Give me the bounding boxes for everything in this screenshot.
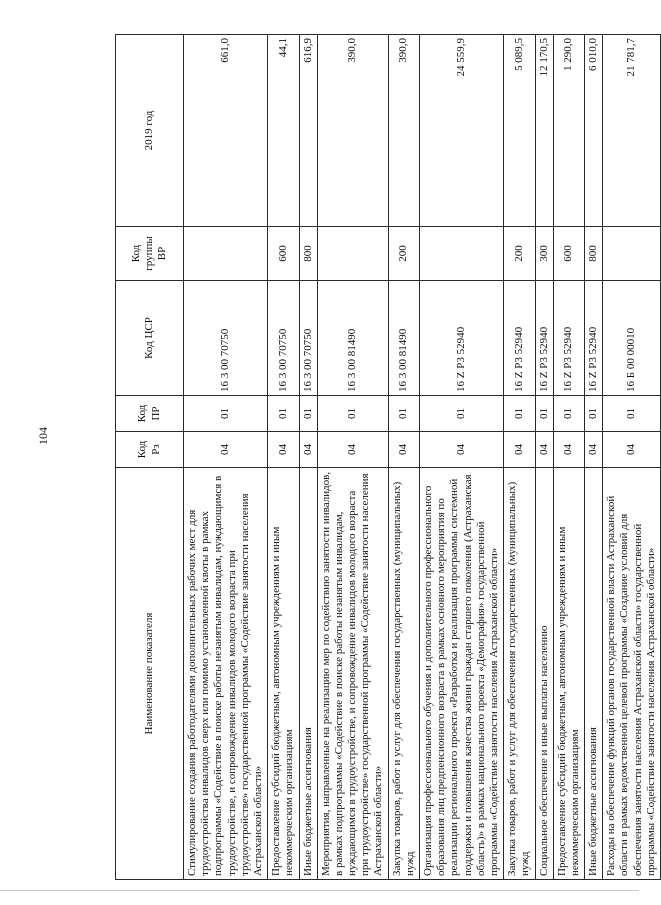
row-name: Стимулирование создания работодателями дополнительных рабочих мест для трудоустройства инвалидов сверх или помимо установленной квоты в рамках подпрограммы «Содействие в поиске работы незанятым инвалидам, нуждающимся в трудоустройстве, и сопровождение инвалидов молодого возраста при трудоустройстве» государственной программы «Содействие занятости населения Астраханской области»	[184, 468, 268, 880]
row-vr: 800	[585, 227, 603, 281]
row-name: Предоставление субсидий бюджетным, автономным учреждениям и иным некоммерческим организациям	[553, 468, 584, 880]
row-pr: 01	[553, 396, 584, 432]
row-name: Социальное обеспечение и иные выплаты населению	[535, 468, 553, 880]
row-vr	[317, 227, 388, 281]
row-amount: 6 010,0	[585, 35, 603, 227]
table-row	[184, 35, 268, 880]
row-csr: 16 Z P3 52940	[535, 281, 553, 396]
row-pr: 01	[268, 396, 299, 432]
row-vr: 600	[268, 227, 299, 281]
row-pr: 01	[317, 396, 388, 432]
row-rz: 04	[585, 432, 603, 468]
row-vr: 800	[299, 227, 317, 281]
row-pr: 01	[420, 396, 504, 432]
header-rz: Код Рз	[116, 432, 184, 468]
row-pr: 01	[603, 396, 661, 432]
row-pr: 01	[299, 396, 317, 432]
table-row	[553, 35, 584, 880]
table-header-row	[116, 35, 184, 880]
row-rz: 04	[268, 432, 299, 468]
row-name: Мероприятия, направленные на реализацию мер по содействию занятости инвалидов, в рамках подпрограммы «Содействие в поиске работы незанятым инвалидам, нуждающимся в трудоустройстве, и сопровождение инвалидов молодого возраста при трудоустройстве» государственной программы «Содействие занятости населения Астраханской области»	[317, 468, 388, 880]
row-rz: 04	[388, 432, 419, 468]
row-name: Закупка товаров, работ и услуг для обеспечения государственных (муниципальных) нужд	[388, 468, 419, 880]
row-csr: 16 3 00 81490	[317, 281, 388, 396]
header-vr: Код группы ВР	[116, 227, 184, 281]
table-row	[317, 35, 388, 880]
header-year: 2019 год	[116, 35, 184, 227]
table-row	[585, 35, 603, 880]
row-name: Закупка товаров, работ и услуг для обеспечения государственных (муниципальных) нужд	[504, 468, 535, 880]
row-amount: 390,0	[317, 35, 388, 227]
row-csr: 16 3 00 70750	[184, 281, 268, 396]
budget-table	[115, 34, 661, 880]
row-name: Иные бюджетные ассигнования	[299, 468, 317, 880]
row-name: Организация профессионального обучения и дополнительного профессионального образования лиц предпенсионного возраста в рамках основного мероприятия по реализации регионального проекта «Разработка и реализация программы системной поддержки и повышения качества жизни граждан старшего поколения (Астраханская область)» в рамках национального проекта «Демография» государственной программы «Содействие занятости населения Астраханской области»	[420, 468, 504, 880]
row-amount: 21 781,7	[603, 35, 661, 227]
row-amount: 24 559,9	[420, 35, 504, 227]
page-number: 104	[36, 427, 50, 445]
row-pr: 01	[388, 396, 419, 432]
row-name: Предоставление субсидий бюджетным, автономным учреждениям и иным некоммерческим организациям	[268, 468, 299, 880]
row-vr: 300	[535, 227, 553, 281]
row-rz: 04	[184, 432, 268, 468]
table-row	[299, 35, 317, 880]
row-pr: 01	[504, 396, 535, 432]
row-amount: 12 170,5	[535, 35, 553, 227]
row-vr	[420, 227, 504, 281]
row-csr: 16 3 00 81490	[388, 281, 419, 396]
row-vr: 200	[504, 227, 535, 281]
row-vr: 600	[553, 227, 584, 281]
row-csr: 16 Z P3 52940	[504, 281, 535, 396]
row-rz: 04	[420, 432, 504, 468]
row-vr	[184, 227, 268, 281]
row-rz: 04	[535, 432, 553, 468]
table-row	[420, 35, 504, 880]
page-bottom-divider	[0, 890, 639, 891]
row-name: Иные бюджетные ассигнования	[585, 468, 603, 880]
row-name: Расходы на обеспечение функций органов государственной власти Астраханской области в рамках ведомственной целевой программы «Создание условий для обеспечения занятости населения Астраханской области» государственной программы «Содействие занятости населения Астраханской области»	[603, 468, 661, 880]
table-row	[603, 35, 661, 880]
table-row	[268, 35, 299, 880]
row-amount: 390,0	[388, 35, 419, 227]
row-csr: 16 Z P3 52940	[553, 281, 584, 396]
row-pr: 01	[184, 396, 268, 432]
header-pr: Код ПР	[116, 396, 184, 432]
row-amount: 616,9	[299, 35, 317, 227]
rotated-page-content	[115, 35, 657, 880]
row-amount: 5 089,5	[504, 35, 535, 227]
row-vr: 200	[388, 227, 419, 281]
table-row	[504, 35, 535, 880]
header-name: Наименование показателя	[116, 468, 184, 880]
row-csr: 16 3 00 70750	[268, 281, 299, 396]
row-rz: 04	[504, 432, 535, 468]
row-rz: 04	[603, 432, 661, 468]
table-row	[535, 35, 553, 880]
row-pr: 01	[585, 396, 603, 432]
row-csr: 16 Z P3 52940	[420, 281, 504, 396]
row-pr: 01	[535, 396, 553, 432]
header-csr: Код ЦСР	[116, 281, 184, 396]
row-rz: 04	[317, 432, 388, 468]
row-amount: 661,0	[184, 35, 268, 227]
row-rz: 04	[299, 432, 317, 468]
row-amount: 1 290,0	[553, 35, 584, 227]
row-csr: 16 Б 00 00010	[603, 281, 661, 396]
table-row	[388, 35, 419, 880]
row-csr: 16 Z P3 52940	[585, 281, 603, 396]
row-rz: 04	[553, 432, 584, 468]
row-csr: 16 3 00 70750	[299, 281, 317, 396]
row-amount: 44,1	[268, 35, 299, 227]
row-vr	[603, 227, 661, 281]
